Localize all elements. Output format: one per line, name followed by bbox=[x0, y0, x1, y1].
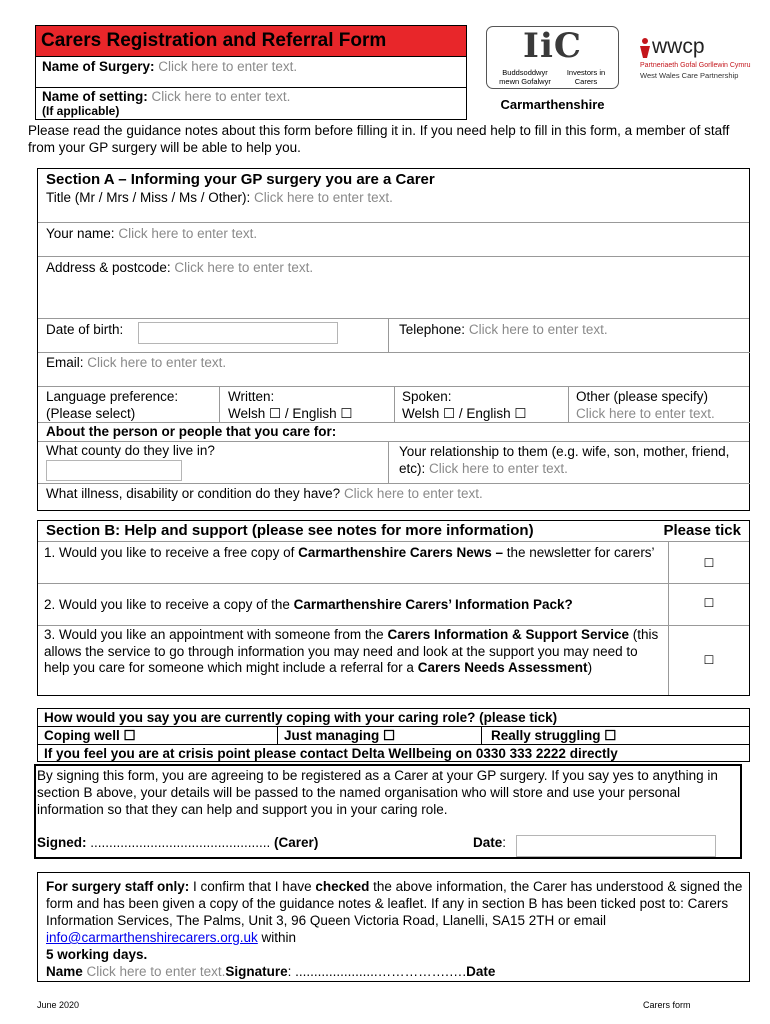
please-tick-heading: Please tick bbox=[663, 522, 741, 539]
consent-text: By signing this form, you are agreeing to be registered as a Carer at your GP surgery. If you say yes to anything in section B above, your details will be passed to the named organisation who will store and use your personal information so that they can help and support you in your caring role. bbox=[37, 768, 718, 817]
language-select-note: (Please select) bbox=[46, 406, 136, 421]
surgery-label: Name of Surgery: bbox=[42, 59, 155, 74]
other-language-label: Other (please specify) bbox=[576, 389, 709, 404]
wwcp-logo-welsh: Partneriaeth Gofal Gorllewin Cymru bbox=[640, 62, 751, 69]
staff-name-input[interactable]: Click here to enter text. bbox=[82, 964, 226, 979]
email-input[interactable]: Click here to enter text. bbox=[87, 355, 227, 370]
telephone-label: Telephone: bbox=[399, 322, 466, 337]
email-row[interactable] bbox=[38, 353, 749, 387]
staff-box bbox=[37, 872, 750, 982]
section-b bbox=[37, 520, 750, 696]
iic-logo-welsh: Buddsoddwyr mewn Gofalwyr bbox=[499, 68, 551, 86]
header-box bbox=[35, 25, 467, 120]
consent-date: Date: bbox=[473, 835, 507, 850]
staff-text: For surgery staff only: I confirm that I have checked the above information, the Carer has understood & signed the form and has been given a copy of the guidance notes & leaflet. If any in section B has been ticked post to: Carers Information Services, The Palms, Unit 3, 96 Queen Victoria Road, Llanelli, SA15 2TH or email info@carmarthenshirecarers.org.uk within 5 working days. Name Click here to enter text.Signature: ......................…………….….Date bbox=[46, 878, 746, 980]
consent-date-input[interactable] bbox=[516, 835, 716, 857]
question-3-checkbox[interactable]: ☐ bbox=[703, 653, 715, 667]
language-label: Language preference: bbox=[46, 389, 179, 404]
relationship-label: Your relationship to them (e.g. wife, son, mother, friend, etc): bbox=[399, 444, 730, 476]
email-label: Email: bbox=[46, 355, 84, 370]
staff-name-label: Name bbox=[46, 964, 83, 979]
written-options[interactable]: Welsh ☐ / English ☐ bbox=[228, 406, 353, 421]
working-days-note: 5 working days. bbox=[46, 947, 148, 962]
consent-date-label: Date bbox=[473, 835, 503, 850]
wwcp-logo-english: West Wales Care Partnership bbox=[640, 71, 739, 80]
county-label: Carmarthenshire bbox=[500, 97, 605, 112]
address-input[interactable]: Click here to enter text. bbox=[174, 260, 314, 275]
crisis-contact-note: If you feel you are at crisis point please contact Delta Wellbeing on 0330 333 2222 directly bbox=[44, 746, 618, 761]
iic-logo-mark: IiC bbox=[523, 26, 582, 66]
name-input[interactable]: Click here to enter text. bbox=[118, 226, 258, 241]
setting-row[interactable] bbox=[36, 88, 466, 119]
staff-sign-line bbox=[46, 963, 746, 980]
just-managing-option[interactable]: Just managing ☐ bbox=[278, 727, 482, 745]
form-title: Carers Registration and Referral Form bbox=[36, 26, 466, 57]
question-2: 2. Would you like to receive a copy of the Carmarthenshire Carers’ Information Pack? bbox=[38, 584, 668, 626]
wwcp-logo bbox=[638, 35, 753, 87]
signed-label: Signed: bbox=[37, 835, 87, 850]
question-1: 1. Would you like to receive a free copy of Carmarthenshire Carers News – the newsletter for carers’ bbox=[38, 542, 668, 584]
county-input[interactable] bbox=[46, 460, 182, 481]
question-1-checkbox[interactable]: ☐ bbox=[669, 542, 749, 584]
staff-date-label: Date bbox=[466, 964, 496, 979]
carers-email-link[interactable]: info@carmarthenshirecarers.org.uk bbox=[46, 930, 258, 945]
coping-question: How would you say you are currently coping with your caring role? (please tick) bbox=[38, 709, 749, 727]
iic-logo-english: Investors in Carers bbox=[566, 68, 606, 86]
relationship-cell[interactable] bbox=[389, 442, 750, 484]
illness-row[interactable] bbox=[38, 484, 749, 510]
relationship-input[interactable]: Click here to enter text. bbox=[429, 461, 568, 476]
signed-dots[interactable]: ................................................ bbox=[86, 835, 275, 850]
written-label: Written: bbox=[228, 389, 275, 404]
address-label: Address & postcode: bbox=[46, 260, 171, 275]
telephone-input[interactable]: Click here to enter text. bbox=[468, 322, 608, 337]
title-label: Title (Mr / Mrs / Miss / Ms / Other): bbox=[46, 190, 251, 205]
section-b-header bbox=[38, 521, 749, 542]
setting-note: (If applicable) bbox=[42, 104, 120, 118]
written-cell[interactable] bbox=[220, 387, 395, 423]
setting-input[interactable]: Click here to enter text. bbox=[151, 89, 291, 104]
staff-signature-dots[interactable]: : ......................…………….…. bbox=[287, 964, 467, 979]
name-row[interactable] bbox=[38, 223, 749, 257]
other-language-input[interactable]: Click here to enter text. bbox=[576, 406, 715, 421]
spoken-cell[interactable] bbox=[395, 387, 569, 423]
question-2-checkbox[interactable]: ☐ bbox=[669, 584, 749, 626]
name-label: Your name: bbox=[46, 226, 115, 241]
wwcp-logo-mark: wwcp bbox=[652, 35, 705, 58]
signed-line[interactable] bbox=[37, 834, 318, 851]
section-a bbox=[37, 168, 750, 511]
spoken-options[interactable]: Welsh ☐ / English ☐ bbox=[402, 406, 527, 421]
surgery-row[interactable] bbox=[36, 57, 466, 88]
language-label-cell bbox=[38, 387, 220, 423]
illness-label: What illness, disability or condition do they have? bbox=[46, 486, 341, 501]
staff-only-label: For surgery staff only: bbox=[46, 879, 190, 894]
about-cared-heading: About the person or people that you care for: bbox=[38, 423, 749, 442]
carer-label: (Carer) bbox=[274, 835, 319, 850]
dob-input[interactable] bbox=[138, 322, 338, 344]
wwcp-figure-icon bbox=[638, 37, 652, 59]
address-row[interactable] bbox=[38, 257, 749, 319]
section-a-heading: Section A – Informing your GP surgery you are a Carer bbox=[46, 171, 435, 188]
section-b-heading: Section B: Help and support (please see notes for more information) bbox=[46, 522, 534, 539]
footer-date: June 2020 bbox=[37, 1000, 80, 1010]
investors-in-carers-logo bbox=[486, 26, 619, 89]
staff-signature-label: Signature bbox=[225, 964, 288, 979]
setting-label: Name of setting: bbox=[42, 89, 148, 104]
spoken-label: Spoken: bbox=[402, 389, 452, 404]
county-question: What county do they live in? bbox=[46, 443, 215, 458]
footer-form-name: Carers form bbox=[643, 1000, 691, 1010]
consent-box bbox=[34, 764, 742, 859]
telephone-row[interactable] bbox=[389, 319, 750, 353]
coping-table bbox=[37, 708, 750, 762]
question-3: 3. Would you like an appointment with someone from the Carers Information & Support Service (this allows the service to go through information you may need and look at the support you may need to help you care for someone which might include a referral for a Carers Needs Assessment) bbox=[44, 627, 659, 675]
dob-label: Date of birth: bbox=[46, 322, 124, 337]
other-language-cell[interactable] bbox=[569, 387, 750, 423]
illness-input[interactable]: Click here to enter text. bbox=[343, 486, 483, 501]
coping-well-option[interactable]: Coping well ☐ bbox=[38, 727, 278, 745]
intro-text: Please read the guidance notes about this form before filling it in. If you need help to fill in this form, a member of staff from your GP surgery will be able to help you. bbox=[28, 123, 730, 155]
title-input[interactable]: Click here to enter text. bbox=[254, 190, 393, 205]
surgery-input[interactable]: Click here to enter text. bbox=[158, 59, 298, 74]
really-struggling-option[interactable]: Really struggling ☐ bbox=[482, 727, 749, 745]
title-row[interactable] bbox=[38, 189, 749, 223]
